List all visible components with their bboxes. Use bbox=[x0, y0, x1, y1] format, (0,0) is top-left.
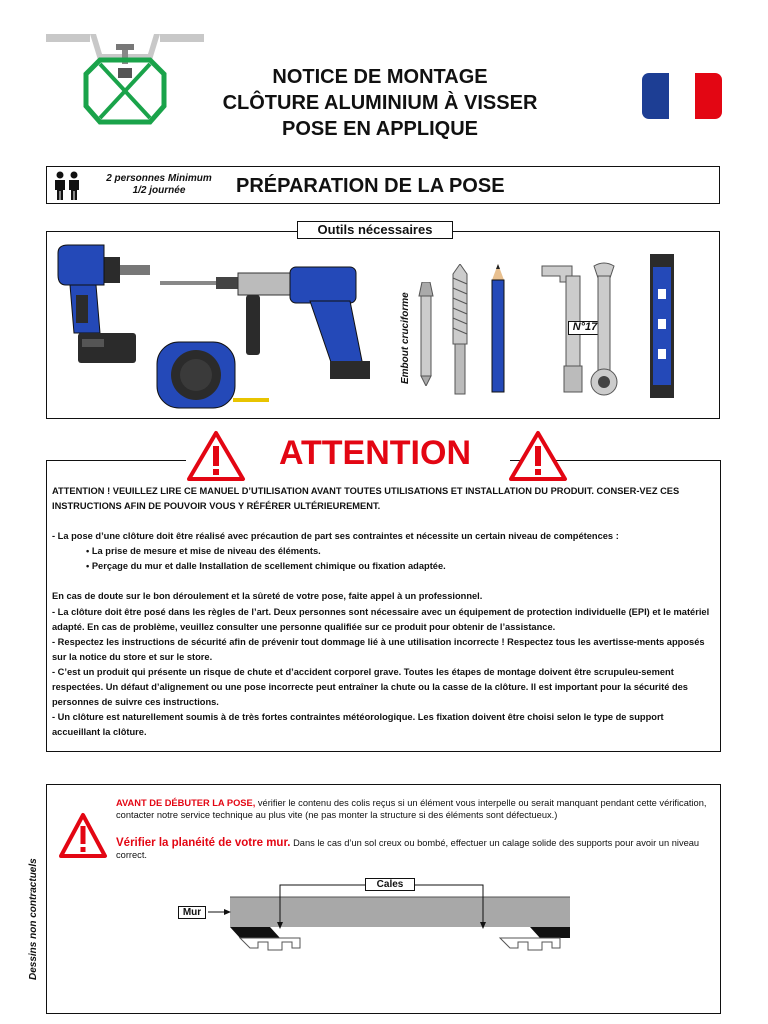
embout-label: Embout cruciforme bbox=[400, 292, 411, 384]
hammer-drill-icon bbox=[160, 265, 385, 390]
title-line-1: NOTICE DE MONTAGE bbox=[272, 66, 488, 88]
attention-text bbox=[52, 484, 712, 740]
mur-label: Mur bbox=[178, 906, 206, 919]
warning-paragraph: - C’est un produit qui présente un risque de chute et d’accident corporel grave. Toutes les étapes de montage doivent être scrupuleu-sement respectées. Un défaut d’alignement ou une pose incorrecte peut entraîner la chute ou la casse de la clôture. Il est important pour la sécurité des personnes de suivre ces instructions. bbox=[52, 666, 688, 708]
spirit-level-icon bbox=[649, 253, 675, 404]
warning-paragraph: - La pose d’une clôture doit être réalisé avec précaution de part ses contraintes et nécessite un certain niveau de compétences : bbox=[52, 531, 619, 542]
french-flag-icon bbox=[642, 73, 722, 119]
attention-title: ATTENTION bbox=[278, 434, 471, 472]
check-wall-text bbox=[116, 838, 710, 861]
document-title bbox=[180, 64, 580, 142]
persons-text: 2 personnes Minimum bbox=[106, 173, 212, 184]
section-title: PRÉPARATION DE LA POSE bbox=[236, 175, 505, 197]
warning-paragraph: En cas de doute sur le bon déroulement et la sûreté de votre pose, faite appel à un professionnel. bbox=[52, 591, 483, 602]
wall-shim-diagram bbox=[200, 880, 600, 965]
drill-bit-icon bbox=[451, 264, 469, 401]
warning-paragraph: - La clôture doit être posé dans les règles de l’art. Deux personnes sont nécessaire avec un équipement de protection individuelle (EPI) et le matériel adapté. En cas de problème, veuillez consulter une personne qualifiée sur ce produit pour obtenir de l’assistance. bbox=[52, 606, 710, 632]
title-line-2: CLÔTURE ALUMINIUM À VISSER bbox=[222, 92, 538, 114]
combination-wrench-icon bbox=[588, 262, 620, 403]
warning-bullet: • La prise de mesure et mise de niveau des éléments. bbox=[86, 546, 321, 557]
disclaimer-side-text: Dessins non contractuels bbox=[28, 858, 39, 980]
check-parcels-body: vérifier le contenu des colis reçus si un élément vous interpelle ou serait manquant pendant cette vérification, contacter notre service technique au plus vite (ne pas monter la structure si des éléments sont défectueux.) bbox=[116, 798, 707, 820]
duration-text: 1/2 journée bbox=[132, 185, 186, 196]
warning-paragraph: ATTENTION ! VEUILLEZ LIRE CE MANUEL D’UTILISATION AVANT TOUTES UTILISATIONS ET INSTALLATION DU PRODUIT. CONSER-VEZ CES INSTRUCTIONS AFIN DE POUVOIR VOUS Y RÉFÉRER ULTÉRIEUREMENT. bbox=[52, 486, 680, 512]
check-wall-body: Dans le cas d’un sol creux ou bombé, effectuer un calage solide des supports pour avoir un niveau correct. bbox=[116, 838, 700, 860]
warning-triangle-icon bbox=[58, 812, 108, 865]
pencil-icon bbox=[491, 264, 505, 399]
tools-label: Outils nécessaires bbox=[297, 221, 453, 239]
cales-label: Cales bbox=[365, 878, 415, 891]
two-persons-icon bbox=[52, 171, 82, 206]
screwdriver-bit-icon bbox=[418, 282, 434, 391]
warning-paragraph: - Respectez les instructions de sécurité afin de prévenir tout dommage lié à une utilisation incorrecte ! Respectez tous les avertisse-ments apposés sur la notice du store et sur le store. bbox=[52, 636, 705, 662]
check-parcels-text bbox=[116, 798, 710, 821]
key-size-label: N°17 bbox=[568, 321, 602, 335]
check-wall-lead: Vérifier la planéité de votre mur. bbox=[116, 837, 291, 849]
team-requirement bbox=[96, 173, 222, 197]
cordless-drill-icon bbox=[54, 243, 154, 373]
warning-bullet: • Perçage du mur et dalle Installation de scellement chimique ou fixation adaptée. bbox=[86, 561, 446, 572]
check-parcels-lead: AVANT DE DÉBUTER LA POSE, bbox=[116, 798, 256, 808]
warning-triangle-icon bbox=[508, 430, 568, 487]
warning-paragraph: - Un clôture est naturellement soumis à de très fortes contraintes météorologique. Les fixation doivent être choisi selon le type de support accueillant la clôture. bbox=[52, 712, 664, 738]
warning-triangle-icon bbox=[186, 430, 246, 487]
title-line-3: POSE EN APPLIQUE bbox=[282, 118, 478, 140]
